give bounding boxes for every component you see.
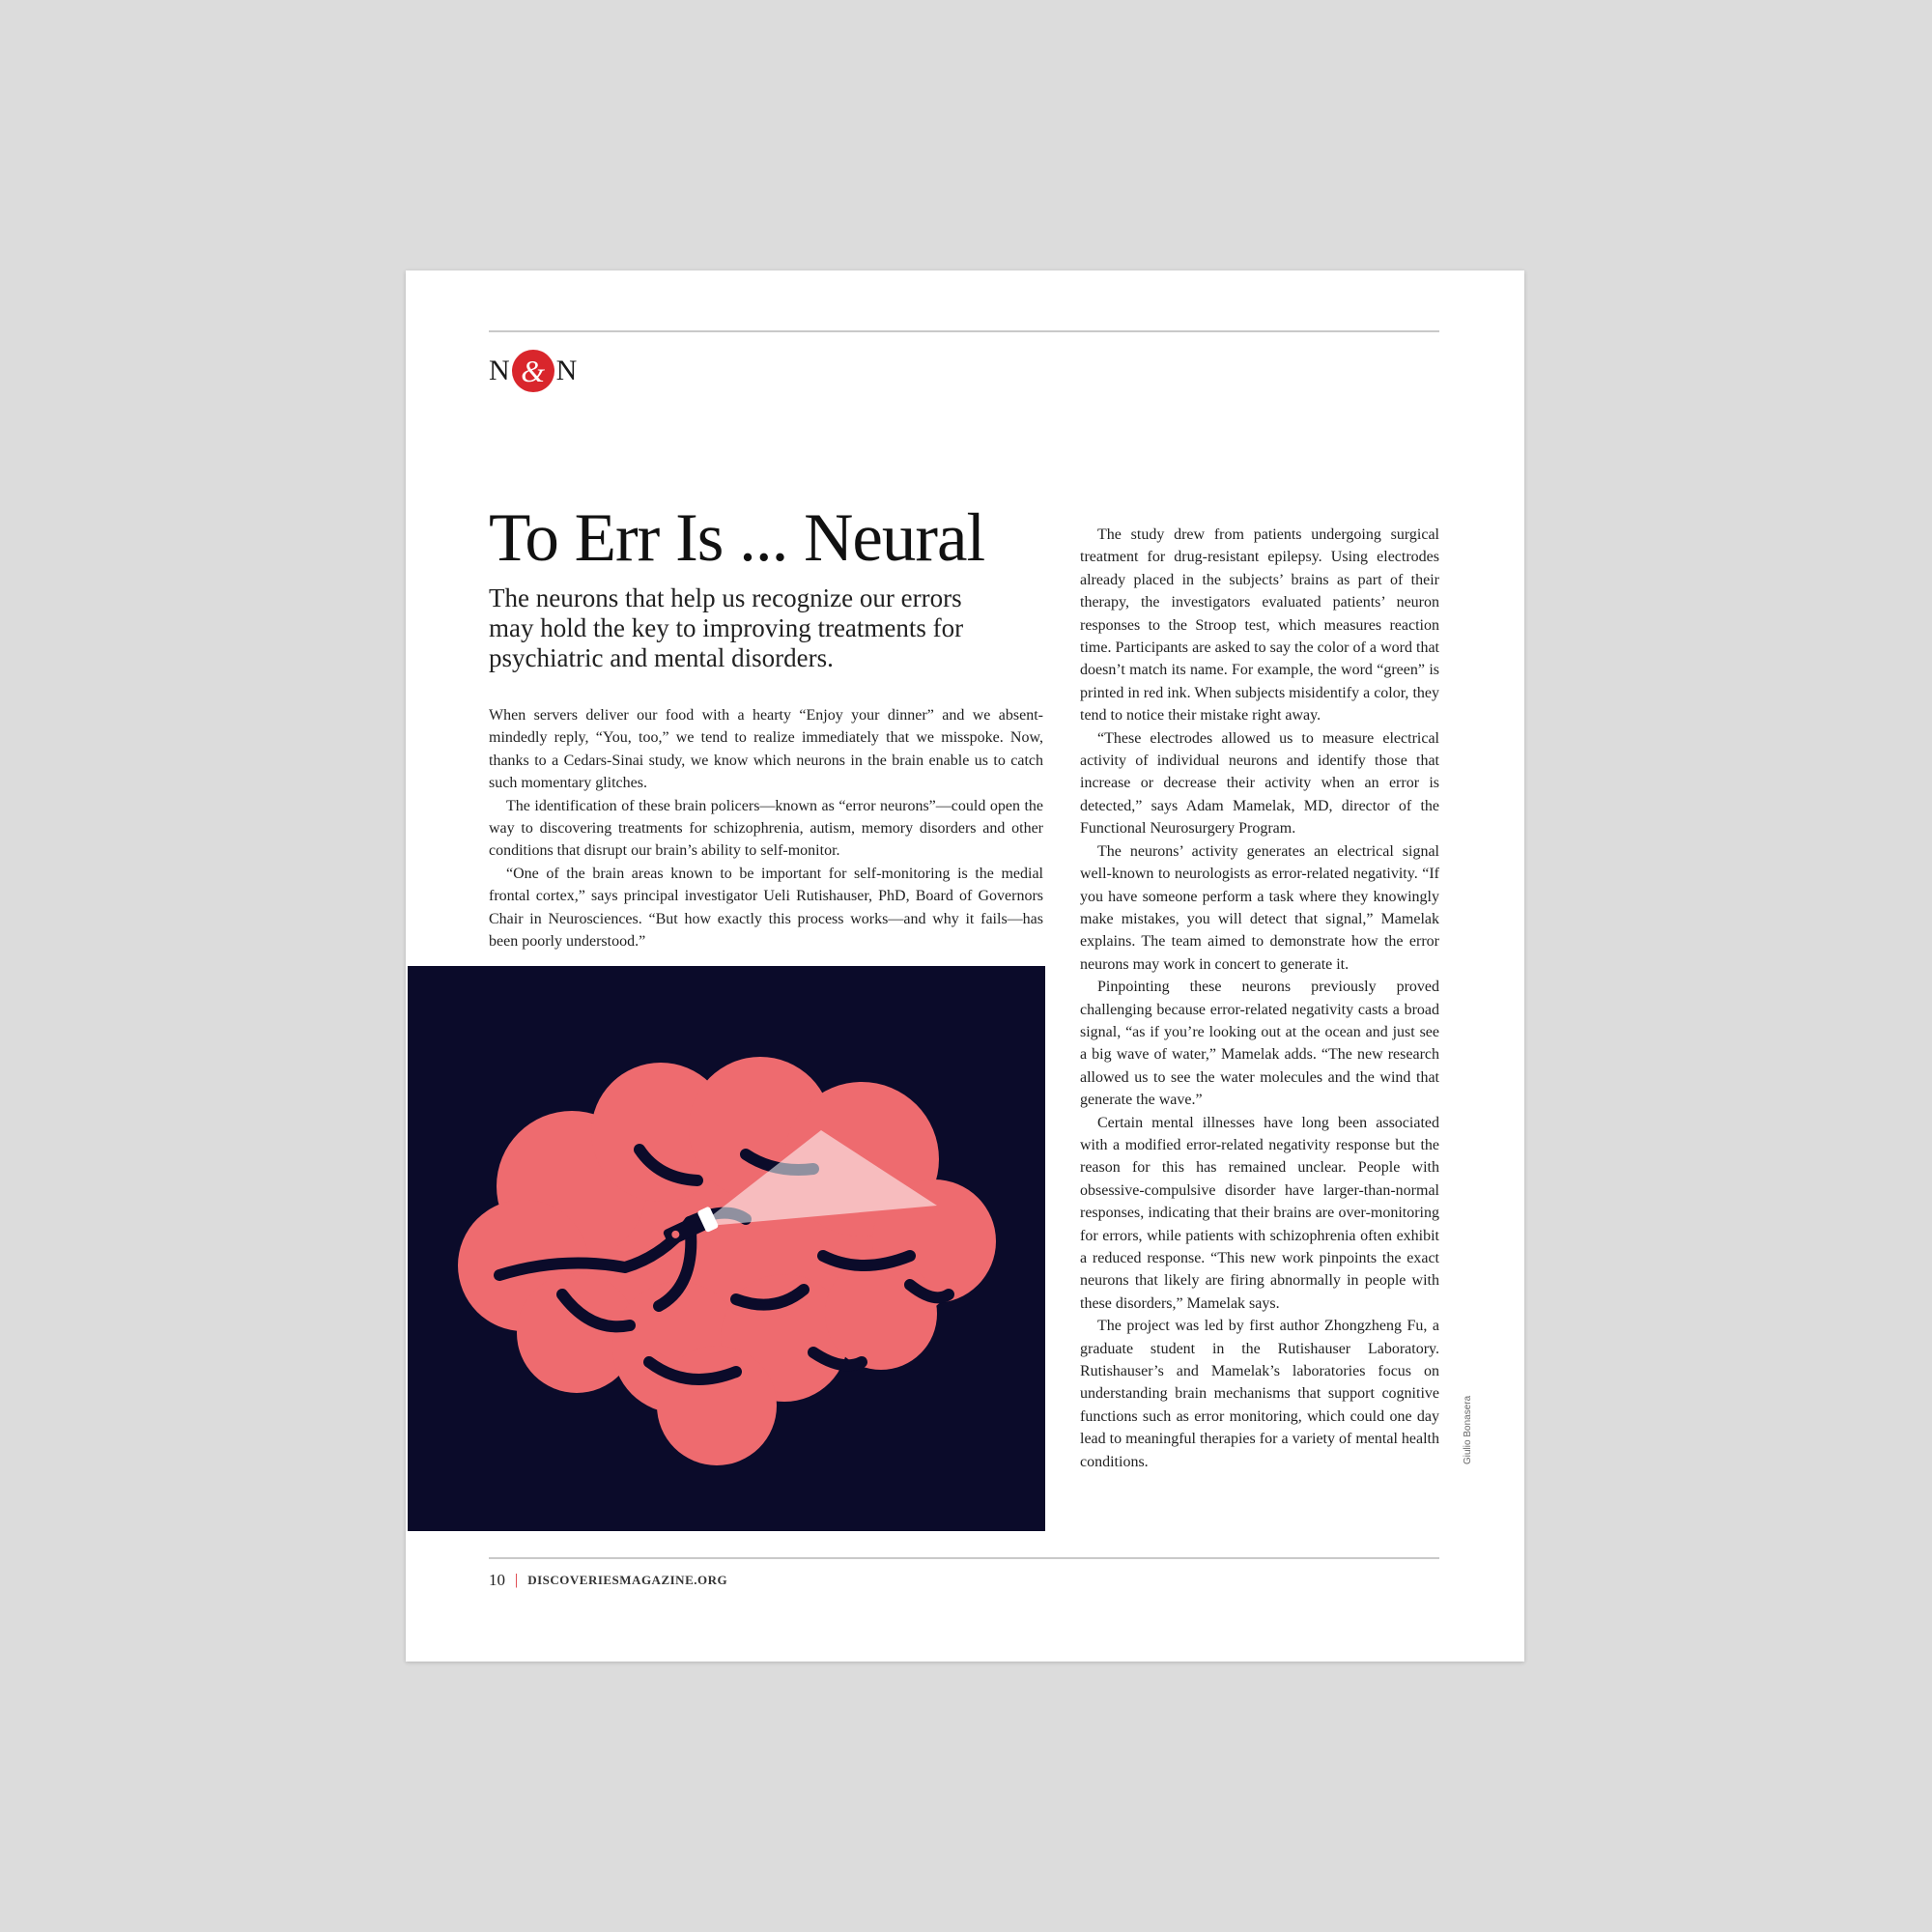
section-logo-left-letter: N bbox=[489, 355, 510, 386]
body-paragraph: The identification of these brain policers—known as “error neurons”—could open the way to discovering treatments for schizophrenia, autism, memory disorders and other conditions that disrupt our brain’s ability to self-monitor. bbox=[489, 797, 1043, 860]
photo-credit: Giulio Bonasera bbox=[1463, 1395, 1473, 1464]
page-number: 10 bbox=[489, 1571, 505, 1589]
body-column-right bbox=[1080, 524, 1439, 1473]
brain-illustration bbox=[408, 966, 1045, 1531]
folio-separator: | bbox=[515, 1572, 519, 1588]
magazine-website: DISCOVERIESMAGAZINE.ORG bbox=[527, 1573, 728, 1587]
magazine-page bbox=[406, 270, 1524, 1662]
bottom-rule bbox=[489, 1557, 1439, 1559]
section-logo-right-letter: N bbox=[555, 355, 578, 386]
body-paragraph: “These electrodes allowed us to measure electrical activity of individual neurons and identify those that increase or decrease their activity when an error is detected,” says Adam Mamelak, MD, director of the Functional Neurosurgery Program. bbox=[1080, 729, 1439, 838]
body-paragraph: Pinpointing these neurons previously proved challenging because error-related negativity casts a broad signal, “as if you’re looking out at the ocean and just see a big wave of water,” Mamelak adds. “The new research allowed us to see the water molecules and the wind that generate the wave.” bbox=[1080, 979, 1439, 1109]
section-logo bbox=[489, 348, 577, 394]
body-paragraph: When servers deliver our food with a hearty “Enjoy your dinner” and we absent-mindedly reply, “You, too,” we tend to realize immediately that we misspoke. Now, thanks to a Cedars-Sinai study, we know which neurons in the brain enable us to catch such momentary glitches. bbox=[489, 707, 1043, 792]
body-paragraph: “One of the brain areas known to be important for self-monitoring is the medial frontal cortex,” says principal investigator Ueli Rutishauser, PhD, Board of Governors Chair in Neurosciences. “But how exactly this process works—and why it fails—has been poorly understood.” bbox=[489, 865, 1043, 951]
headline: To Err Is ... Neural bbox=[489, 500, 985, 576]
brain-flashlight-icon bbox=[408, 966, 1045, 1531]
body-column-left bbox=[489, 704, 1043, 952]
top-rule bbox=[489, 330, 1439, 332]
section-logo-ampersand: & bbox=[512, 350, 554, 392]
dek: The neurons that help us recognize our errors may hold the key to improving treatments for psychiatric and mental disorders. bbox=[489, 583, 964, 672]
folio bbox=[489, 1571, 727, 1590]
body-paragraph: The study drew from patients undergoing surgical treatment for drug-resistant epilepsy. Using electrodes already placed in the subjects’ brains as part of their therapy, the investigators evaluated patients’ neuron responses to the Stroop test, which measures reaction time. Participants are asked to say the color of a word that doesn’t match its name. For example, the word “green” is printed in red ink. When subjects misidentify a color, they tend to notice their mistake right away. bbox=[1080, 526, 1439, 724]
body-paragraph: The neurons’ activity generates an electrical signal well-known to neurologists as error-related negativity. “If you have someone perform a task where they knowingly make mistakes, you will detect that signal,” Mamelak explains. The team aimed to demonstrate how the error neurons may work in concert to generate it. bbox=[1080, 842, 1439, 973]
body-paragraph: Certain mental illnesses have long been associated with a modified error-related negativity response but the reason for this has remained unclear. People with obsessive-compulsive disorder have larger-than-normal responses, indicating that their brains are over-monitoring for errors, while patients with schizophrenia often exhibit a reduced response. “This new work pinpoints the exact neurons that likely are firing abnormally in people with these disorders,” Mamelak says. bbox=[1080, 1114, 1439, 1312]
body-paragraph: The project was led by first author Zhongzheng Fu, a graduate student in the Rutishauser Laboratory. Rutishauser’s and Mamelak’s laboratories focus on understanding brain mechanisms that support cognitive functions such as error monitoring, which could one day lead to meaningful therapies for a variety of mental health conditions. bbox=[1080, 1318, 1439, 1470]
